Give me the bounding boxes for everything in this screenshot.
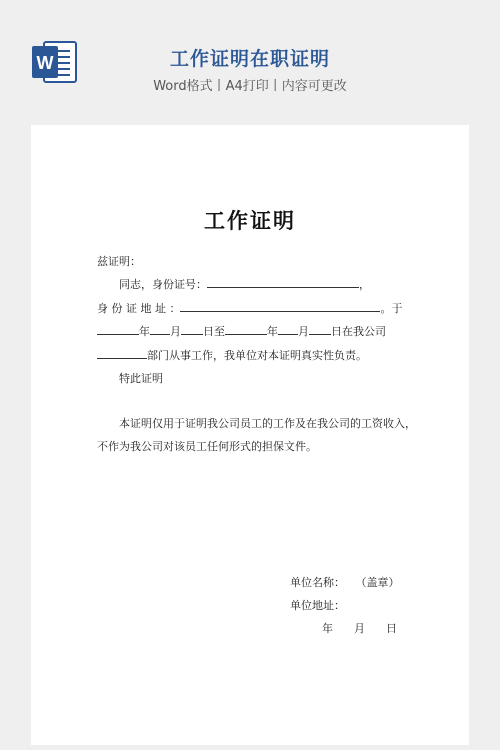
line2-tail: 。于 <box>380 302 403 315</box>
header-subtitle: Word格式丨A4打印丨内容可更改 <box>153 79 347 94</box>
id-number-blank <box>207 277 359 288</box>
word-logo-letter: W <box>36 53 54 73</box>
line1-comma: ， <box>359 278 370 291</box>
address-blank <box>180 301 380 312</box>
start-day-blank <box>181 324 203 335</box>
month2-label: 月 <box>298 325 309 338</box>
end-day-blank <box>309 324 331 335</box>
document-page <box>31 125 469 745</box>
signature-date <box>322 620 397 636</box>
unit-address-label: 单位地址： <box>290 599 345 612</box>
note-line-2: 不作为我公司对该员工任何形式的担保文件。 <box>97 440 317 453</box>
department-blank <box>97 348 147 359</box>
special-certify: 特此证明 <box>119 372 163 385</box>
line-id-address <box>97 300 402 316</box>
header-title: 工作证明在职证明 <box>169 48 330 70</box>
end-month-blank <box>278 324 298 335</box>
start-month-blank <box>150 324 170 335</box>
day-to-label: 日至 <box>203 325 225 338</box>
year-label: 年 <box>139 325 150 338</box>
date-day: 日 <box>385 622 397 635</box>
month-label: 月 <box>170 325 181 338</box>
line-dates <box>97 323 386 339</box>
start-year-blank <box>97 324 139 335</box>
date-year: 年 <box>322 622 333 635</box>
line2-text: 身 份 证 地 址 ： <box>97 302 181 315</box>
line-department <box>97 347 367 363</box>
note-line-1: 本证明仅用于证明我公司员工的工作及在我公司的工资收入， <box>119 417 416 430</box>
unit-name-label: 单位名称： <box>290 576 345 589</box>
salutation: 兹证明： <box>97 255 141 268</box>
date-month: 月 <box>353 622 365 635</box>
line3-tail: 日在我公司 <box>331 325 386 338</box>
line4-text: 部门从事工作，我单位对本证明真实性负责。 <box>147 349 367 362</box>
seal-label: （盖章） <box>355 576 400 589</box>
unit-name-row <box>290 574 400 590</box>
line-id-number <box>119 276 370 292</box>
document-title: 工作证明 <box>204 208 296 233</box>
line1-text: 同志，身份证号： <box>119 278 207 291</box>
end-year-blank <box>225 324 267 335</box>
header <box>0 0 500 110</box>
year2-label: 年 <box>267 325 278 338</box>
